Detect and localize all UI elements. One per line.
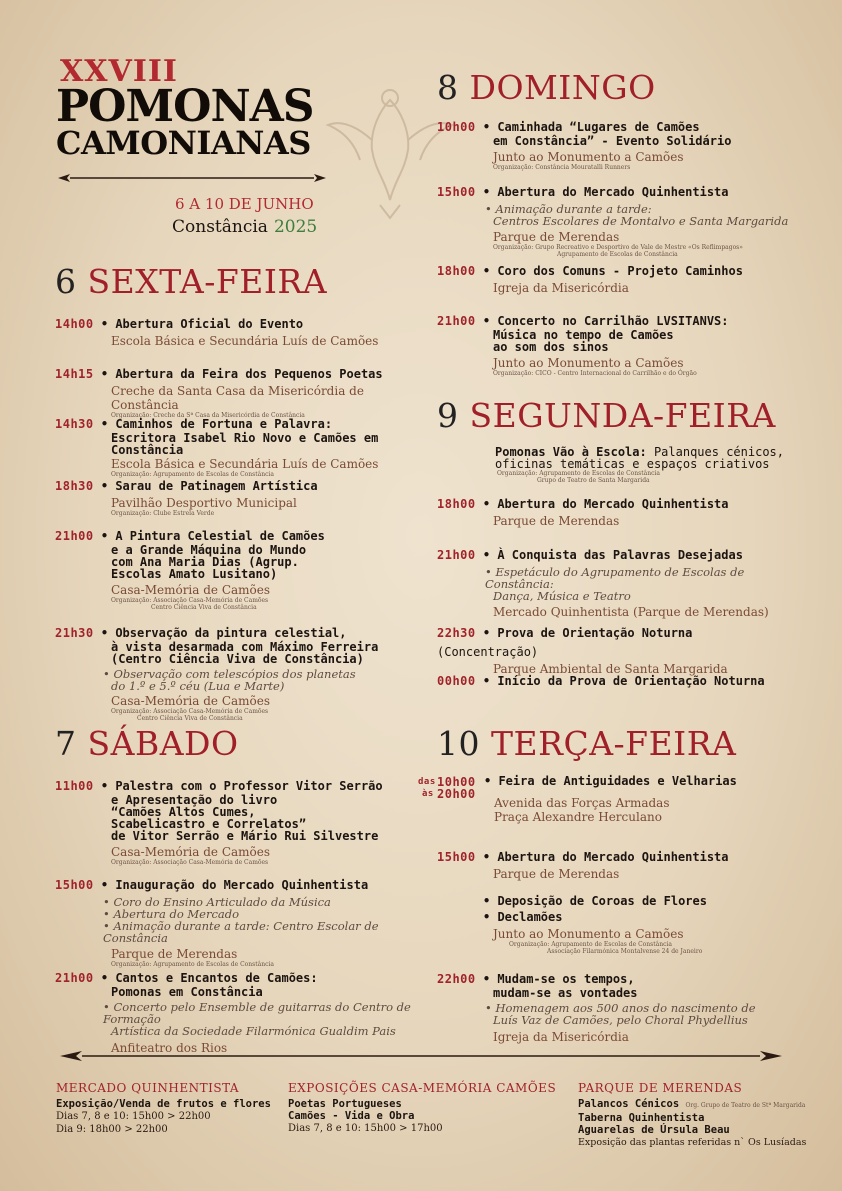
title-line1: POMONAS	[56, 81, 314, 132]
event-tue-1: das 10h00 às 20h00 • Feira de Antiguidades e Velharias Avenida das Forças Armadas Praça Alexandre Herculano	[418, 774, 737, 824]
footer-parque: PARQUE DE MERENDAS Palancos Cénicos Org. Grupo de Teatro de Stª Margarida Taberna Quinhentista Aguarelas de Úrsula Beau Exposição das plantas referidas n` Os Lusíadas	[578, 1081, 807, 1148]
event-fri-5: 21h00 • A Pintura Celestial de Camões e a Grande Máquina do Mundo com Ana Maria Dias (Agrup. Escolas Amato Lusitano) Casa-Memória de Camões Organização: Associação Casa-Memória de Camões Centro Ciência Viva de Constância	[55, 529, 325, 611]
day-heading-tuesday: 10 TERÇA-FEIRA	[437, 724, 737, 763]
event-mon-2: 18h00 • Abertura do Mercado Quinhentista Parque de Merendas	[437, 497, 729, 528]
footer-exposicoes: EXPOSIÇÕES CASA-MEMÓRIA CAMÕES Poetas Portugueses Camões - Vida e Obra Dias 7, 8 e 10: 15h00 > 17h00	[288, 1081, 557, 1134]
header-ornament-divider	[58, 172, 326, 184]
event-tue-4: 22h00 • Mudam-se os tempos, mudam-se as vontades • Homenagem aos 500 anos do nascimento de Luís Vaz de Camões, pelo Choral Phydellius Igreja da Misericórdia	[437, 972, 756, 1044]
day-heading-friday: 6 SEXTA-FEIRA	[55, 262, 328, 301]
event-dates: 6 A 10 DE JUNHO	[175, 195, 314, 213]
footer-mercado: MERCADO QUINHENTISTA Exposição/Venda de frutos e flores Dias 7, 8 e 10: 15h00 > 22h00 Dia 9: 18h00 > 22h00	[56, 1081, 271, 1135]
event-fri-4: 18h30 • Sarau de Patinagem Artística Pavilhão Desportivo Municipal Organização: Clube Estrela Verde	[55, 479, 318, 517]
event-mon-1: Pomonas Vão à Escola: Palanques cénicos, oficinas temáticas e espaços criativos Organização: Agrupamento de Escolas de Constância Grupo de Teatro de Santa Margarida	[495, 445, 784, 484]
edition-number: XXVIII	[60, 54, 178, 89]
place-name: Constância	[172, 217, 268, 237]
event-tue-2: 15h00 • Abertura do Mercado Quinhentista Parque de Merendas	[437, 850, 729, 881]
event-mon-5: 00h00 • Início da Prova de Orientação Noturna	[437, 674, 765, 688]
event-sun-3: 18h00 • Coro dos Comuns - Projeto Caminhos Igreja da Misericórdia	[437, 264, 743, 295]
event-sat-1: 11h00 • Palestra com o Professor Vitor Serrão e Apresentação do livro “Camões Altos Cumes, Scabelicastro e Correlatos” de Vitor Serrão e Mário Rui Silvestre Casa-Memória de Camões Organização: Associação Casa-Memória de Camões	[55, 779, 383, 866]
event-sat-3: 21h00 • Cantos e Encantos de Camões: Pomonas em Constância • Concerto pelo Ensemble de guitarras do Centro de Formação Artística da Sociedade Filarmónica Gualdim Pais Anfiteatro dos Rios	[55, 971, 411, 1055]
event-sun-2: 15h00 • Abertura do Mercado Quinhentista • Animação durante a tarde: Centros Escolares de Montalvo e Santa Margarida Parque de Merendas Organização: Grupo Recreativo e Desportivo de Vale de Mestre «Os Reflimpagos» Agrupamento de Escolas de Constância	[437, 185, 789, 258]
day-heading-saturday: 7 SÁBADO	[55, 724, 239, 763]
event-fri-3: 14h30 • Caminhos de Fortuna e Palavra: Escritora Isabel Rio Novo e Camões em Constância Escola Básica e Secundária Luís de Camões Organização: Agrupamento de Escolas de Constância	[55, 417, 379, 478]
event-sat-2: 15h00 • Inauguração do Mercado Quinhentista • Coro do Ensino Articulado da Música • Abertura do Mercado • Animação durante a tarde: Centro Escolar de Constância Parque de Merendas Organização: Agrupamento de Escolas de Constância	[55, 878, 379, 968]
title-line2: CAMONIANAS	[56, 124, 311, 162]
day-heading-monday: 9 SEGUNDA-FEIRA	[437, 396, 776, 435]
event-fri-6: 21h30 • Observação da pintura celestial, à vista desarmada com Máximo Ferreira (Centro Ciência Viva de Constância) • Observação com telescópios dos planetas do 1.º e 5.º céu (Lua e Marte) Casa-Memória de Camões Organização: Associação Casa-Memória de Camões Centro Ciência Viva de Constância	[55, 626, 379, 722]
event-fri-1: 14h00 • Abertura Oficial do Evento Escola Básica e Secundária Luís de Camões	[55, 317, 379, 348]
event-mon-3: 21h00 • À Conquista das Palavras Desejadas • Espetáculo do Agrupamento de Escolas de Constância: Dança, Música e Teatro Mercado Quinhentista (Parque de Merendas)	[437, 548, 769, 619]
day-heading-sunday: 8 DOMINGO	[437, 68, 656, 107]
event-place	[172, 217, 317, 237]
event-mon-4: 22h30 • Prova de Orientação Noturna (Concentração) Parque Ambiental de Santa Margarida	[437, 626, 728, 676]
event-year: 2025	[273, 217, 318, 237]
footer-ornament-divider	[60, 1049, 782, 1063]
event-sun-4: 21h00 • Concerto no Carrilhão LVSITANVS: Música no tempo de Camões ao som dos sinos Junto ao Monumento a Camões Organização: CICO - Centro Internacional do Carrilhão e do Órgão	[437, 314, 729, 377]
event-sun-1: 10h00 • Caminhada “Lugares de Camões em Constância” - Evento Solidário Junto ao Monumento a Camões Organização: Constância Mouratalli Runners	[437, 120, 732, 171]
event-tue-3: • Deposição de Coroas de Flores • Declamões Junto ao Monumento a Camões Organização: Agrupamento de Escolas de Constância Associação Filarmónica Montalvense 24 de Janeiro	[483, 894, 707, 955]
event-fri-2: 14h15 • Abertura da Feira dos Pequenos Poetas Creche da Santa Casa da Misericórdia de Constância Organização: Creche da Sª Casa da Misericórdia de Constância	[55, 367, 383, 419]
